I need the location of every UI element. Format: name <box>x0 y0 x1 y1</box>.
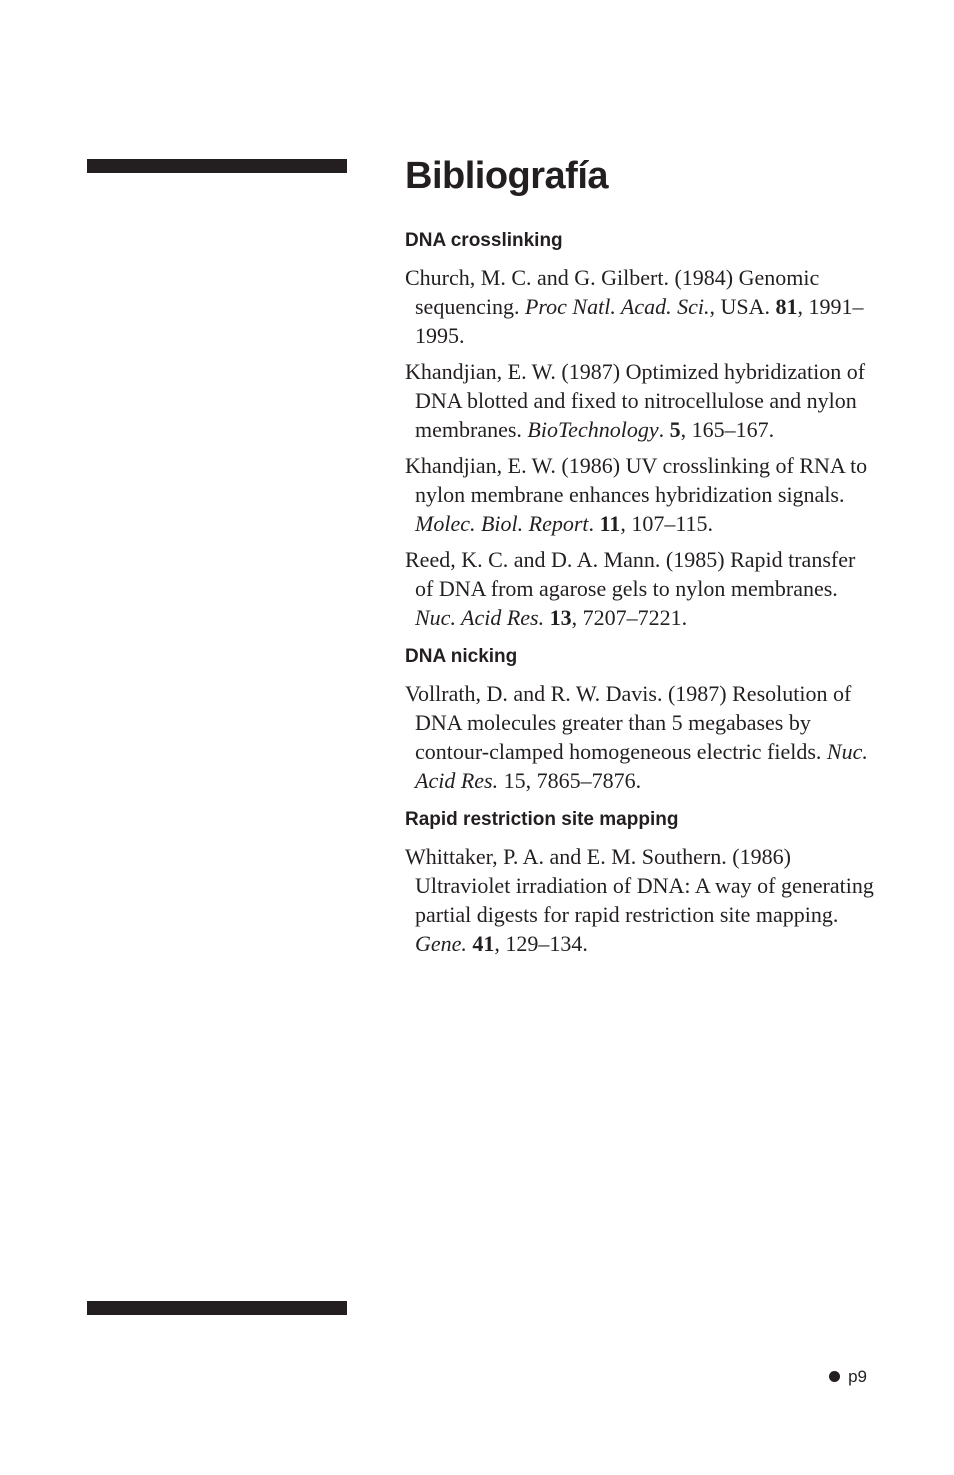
section-heading-dna-nicking: DNA nicking <box>405 646 518 667</box>
reference-item: Whittaker, P. A. and E. M. Southern. (1986) Ultraviolet irradiation of DNA: A way of generating partial digests for rapid restriction site mapping. Gene. 41, 129–134. <box>405 844 874 956</box>
reference-list <box>405 679 875 795</box>
page-title: Bibliografía <box>405 155 609 197</box>
bibliography-content <box>405 152 875 965</box>
page-footer <box>829 1365 867 1389</box>
section-heading-dna-crosslinking: DNA crosslinking <box>405 230 563 251</box>
reference-list <box>405 263 875 632</box>
reference-item: Vollrath, D. and R. W. Davis. (1987) Resolution of DNA molecules greater than 5 megabases by contour-clamped homogeneous electric fields. Nuc. Acid Res. 15, 7865–7876. <box>405 681 868 793</box>
reference-list <box>405 842 875 958</box>
page-number: p9 <box>848 1367 867 1386</box>
reference-item: Khandjian, E. W. (1987) Optimized hybridization of DNA blotted and fixed to nitrocellulose and nylon membranes. BioTechnology. 5, 165–167. <box>405 359 866 442</box>
reference-item: Church, M. C. and G. Gilbert. (1984) Genomic sequencing. Proc Natl. Acad. Sci., USA. 81, 1991–1995. <box>405 265 864 348</box>
reference-item: Khandjian, E. W. (1986) UV crosslinking of RNA to nylon membrane enhances hybridization signals. Molec. Biol. Report. 11, 107–115. <box>405 453 868 536</box>
bullet-icon <box>829 1371 840 1382</box>
section-heading-rapid-restriction-site-mapping: Rapid restriction site mapping <box>405 809 679 830</box>
reference-item: Reed, K. C. and D. A. Mann. (1985) Rapid transfer of DNA from agarose gels to nylon membranes. Nuc. Acid Res. 13, 7207–7221. <box>405 547 856 630</box>
bottom-rule <box>87 1301 347 1315</box>
top-rule <box>87 159 347 173</box>
